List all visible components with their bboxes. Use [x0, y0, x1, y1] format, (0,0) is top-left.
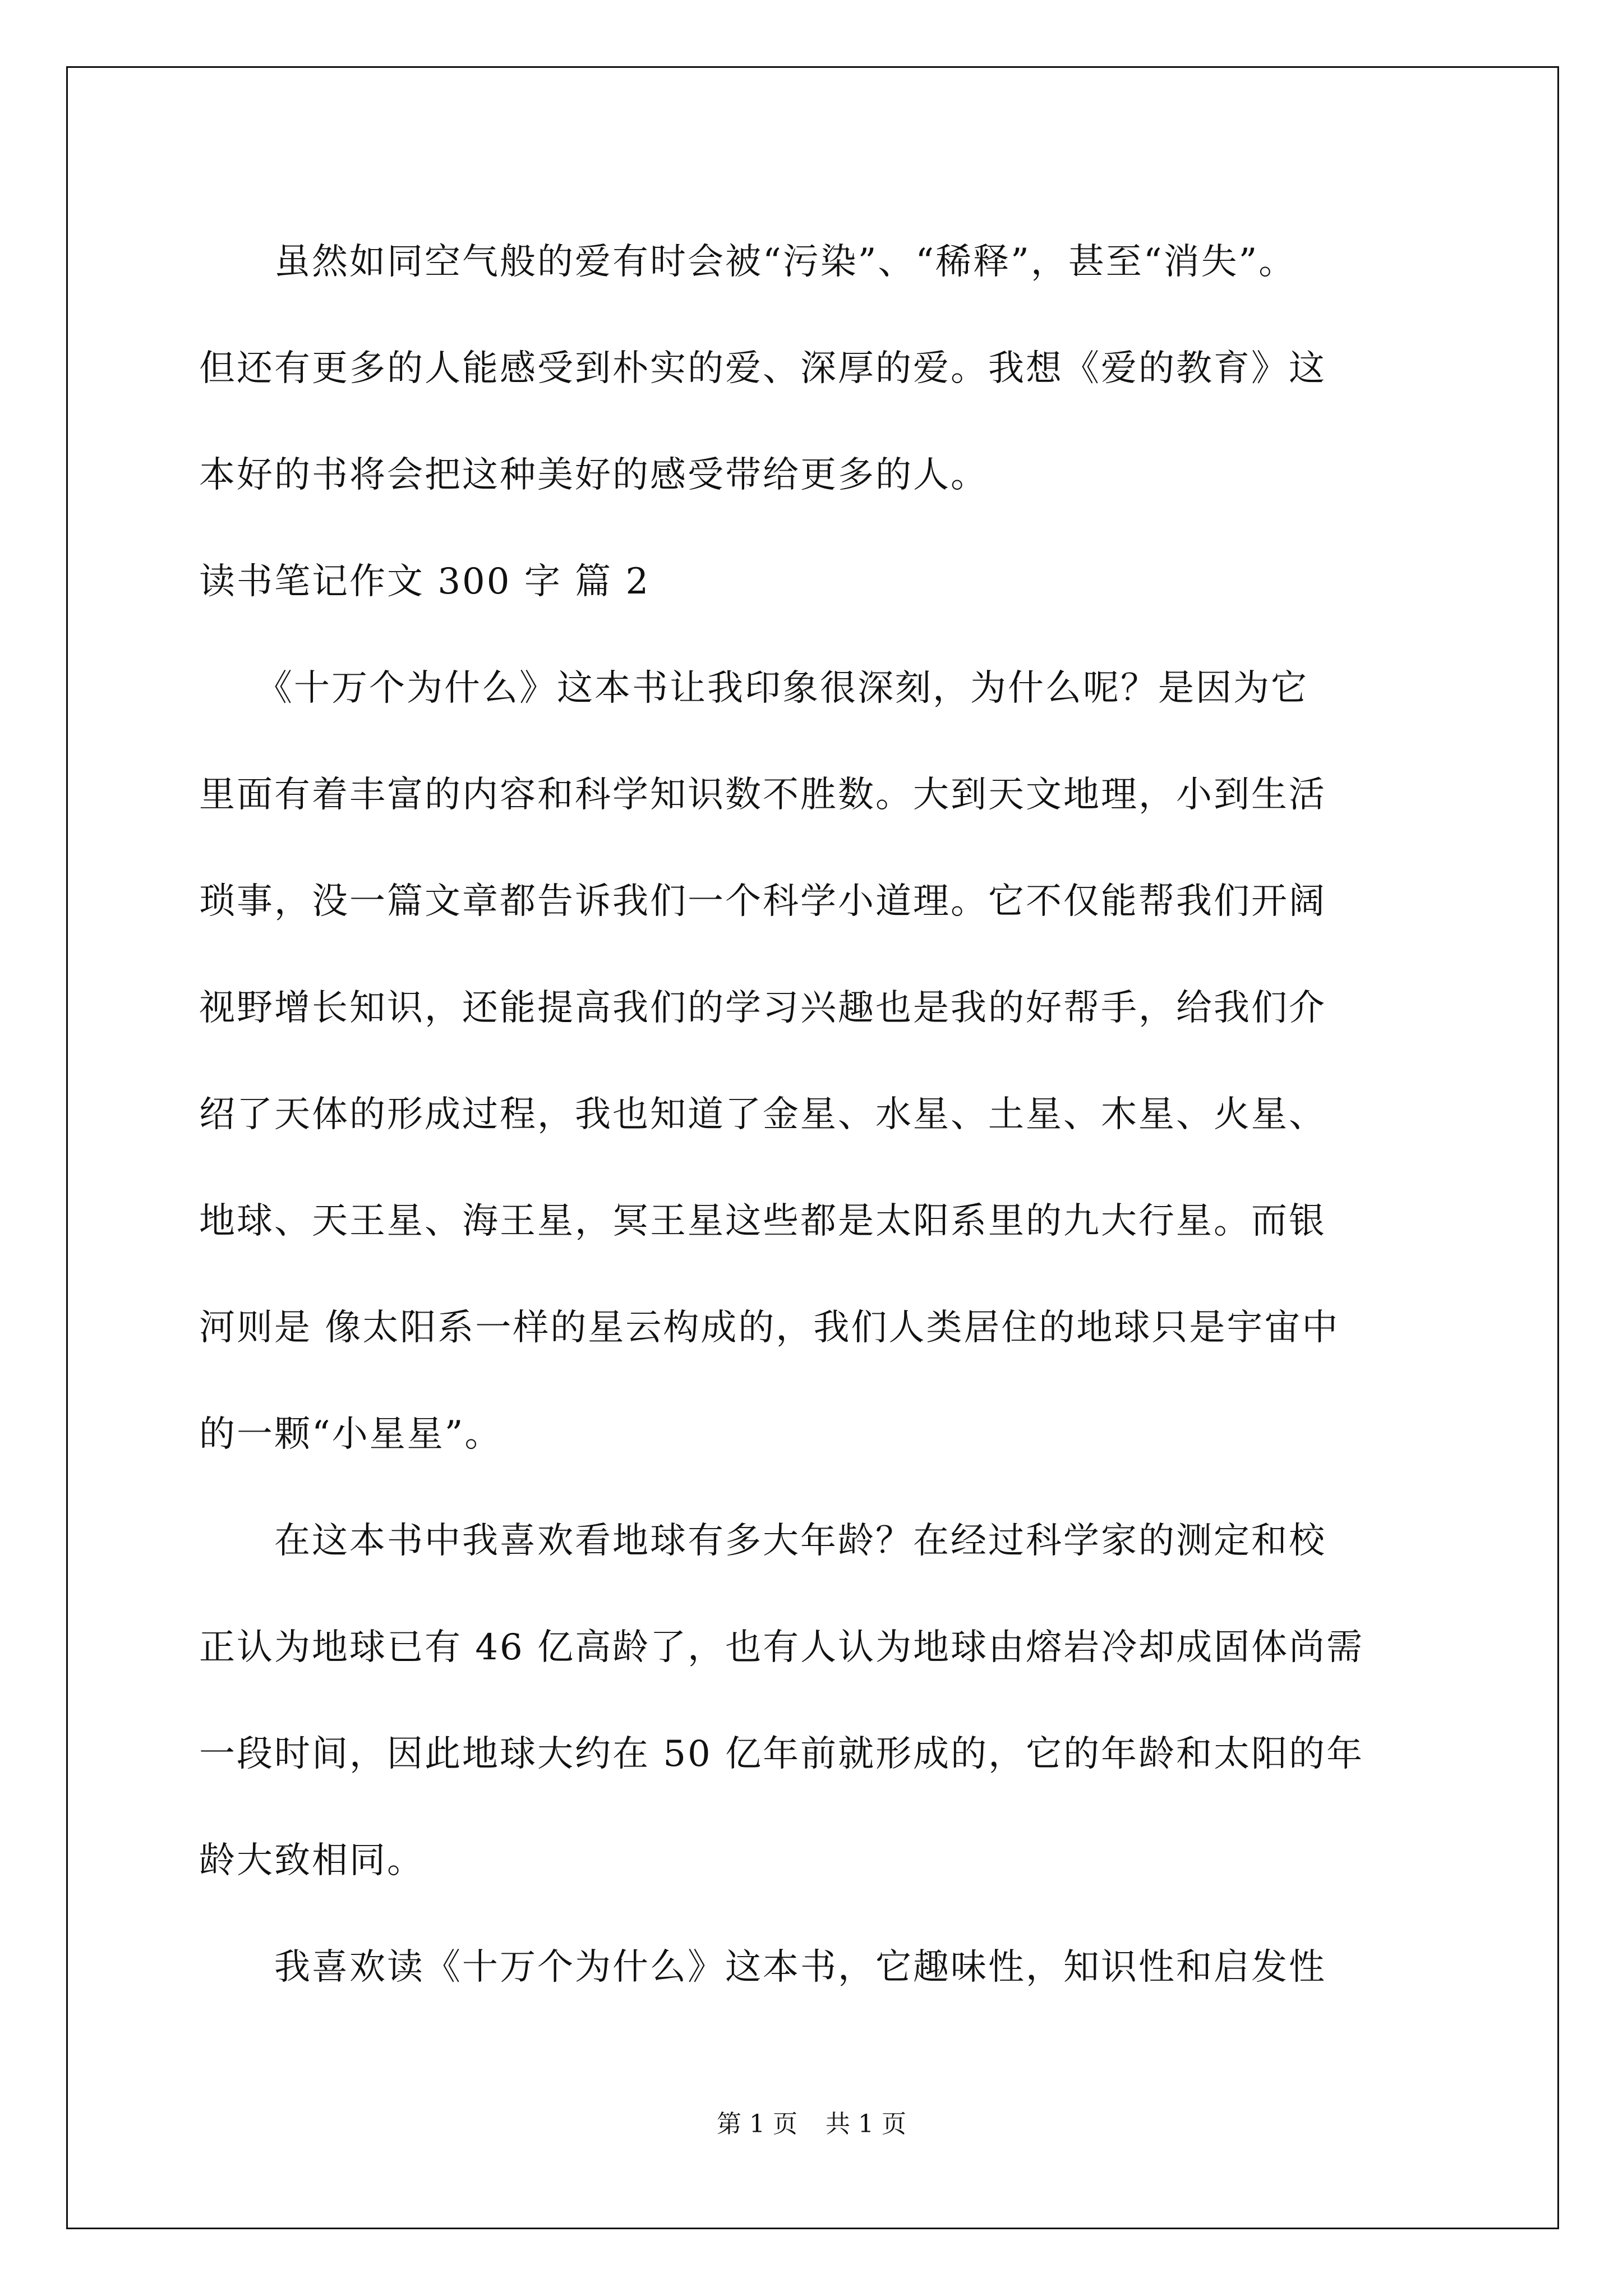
text-line: 的一颗“小星星”。 [199, 1414, 502, 1455]
text-line: 地球、天王星、海王星，冥王星这些都是太阳系里的九大行星。而银 [199, 1200, 1326, 1242]
text-line: 一段时间，因此地球大约在 50 亿年前就形成的，它的年龄和太阳的年 [199, 1733, 1364, 1775]
text-line: 但还有更多的人能感受到朴实的爱、深厚的爱。我想《爱的教育》这 [199, 348, 1326, 389]
paragraph-2 [199, 1488, 1433, 1914]
page-footer [0, 2104, 1623, 2139]
text-line: 河则是 像太阳系一样的星云构成的，我们人类居住的地球只是宇宙中 [199, 1307, 1340, 1349]
text-line: 虽然如同空气般的爱有时会被“污染”、“稀释”，甚至“消失”。 [199, 241, 1297, 283]
text-line: 里面有着丰富的内容和科学知识数不胜数。大到天文地理，小到生活 [199, 774, 1326, 816]
paragraph-1 [199, 635, 1433, 1488]
text-line: 在这本书中我喜欢看地球有多大年龄？在经过科学家的测定和校 [199, 1520, 1326, 1562]
page-total: 共 1 页 [826, 2110, 906, 2138]
document-body [199, 209, 1433, 2021]
paragraph-3 [199, 1914, 1433, 2021]
text-line: 琐事，没一篇文章都告诉我们一个科学小道理。它不仅能帮我们开阔 [199, 881, 1326, 922]
paragraph-intro [199, 209, 1433, 528]
text-line: 绍了天体的形成过程，我也知道了金星、水星、土星、木星、火星、 [199, 1094, 1326, 1135]
text-line: 正认为地球已有 46 亿高龄了，也有人认为地球由熔岩冷却成固体尚需 [199, 1627, 1364, 1668]
text-line: 我喜欢读《十万个为什么》这本书，它趣味性，知识性和启发性 [199, 1947, 1326, 1988]
text-line: 《十万个为什么》这本书让我印象很深刻，为什么呢？是因为它 [199, 668, 1308, 709]
text-line: 本好的书将会把这种美好的感受带给更多的人。 [199, 454, 988, 496]
section-heading: 读书笔记作文 300 字 篇 2 [199, 561, 651, 602]
text-line: 龄大致相同。 [199, 1840, 425, 1881]
page-number: 第 1 页 [717, 2110, 797, 2138]
text-line: 视野增长知识，还能提高我们的学习兴趣也是我的好帮手，给我们介 [199, 987, 1326, 1029]
